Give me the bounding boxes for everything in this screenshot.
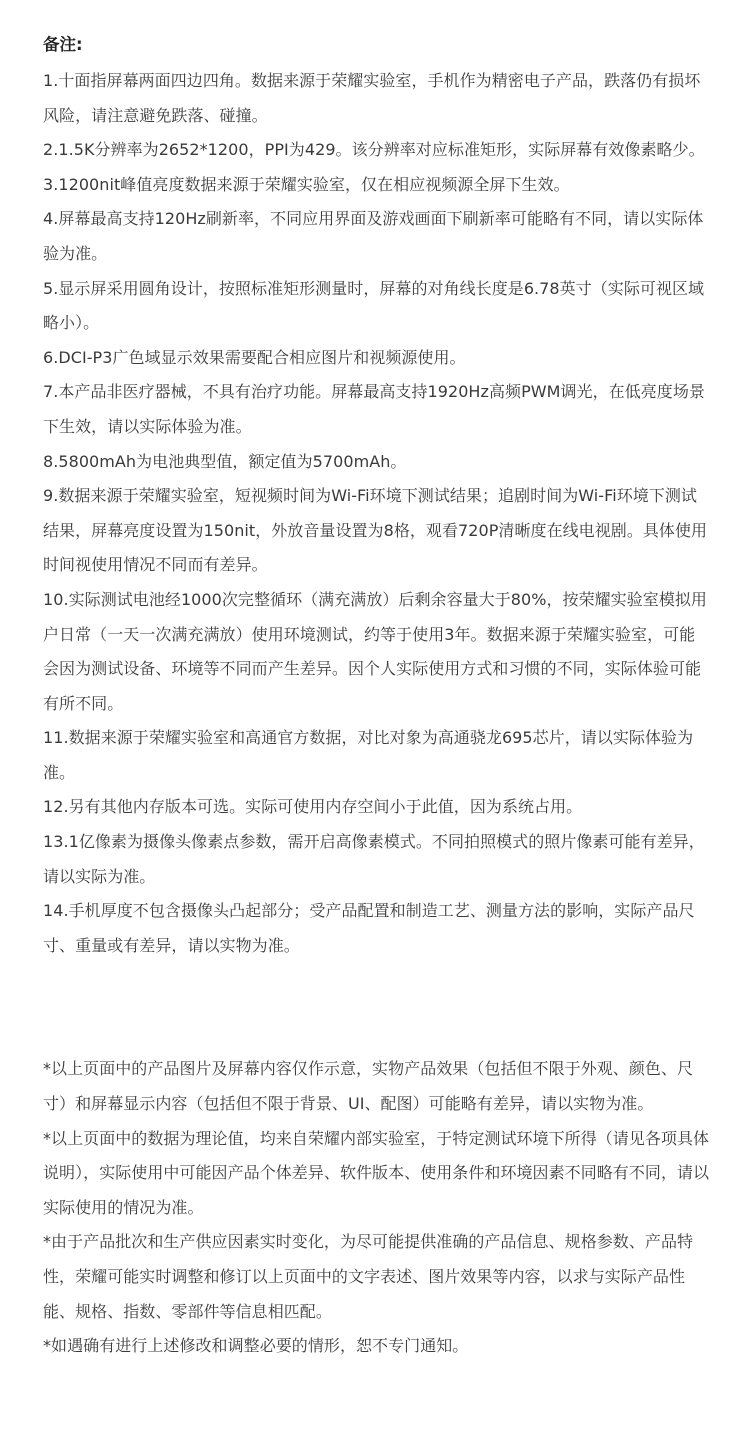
- note-item: 14.手机厚度不包含摄像头凸起部分；受产品配置和制造工艺、测量方法的影响，实际产品尺寸、重量或有差异，请以实物为准。: [43, 901, 695, 955]
- note-item: 9.数据来源于荣耀实验室，短视频时间为Wi-Fi环境下测试结果；追剧时间为Wi-Fi环境下测试结果，屏幕亮度设置为150nit，外放音量设置为8格，观看720P清晰度在线电视剧。具体使用时间视使用情况不同而有差异。: [43, 486, 708, 575]
- note-item: 13.1亿像素为摄像头像素点参数，需开启高像素模式。不同拍照模式的照片像素可能有差异，请以实际为准。: [43, 832, 705, 886]
- note-item: 10.实际测试电池经1000次完整循环（满充满放）后剩余容量大于80%，按荣耀实验室模拟用户日常（一天一次满充满放）使用环境测试，约等于使用3年。数据来源于荣耀实验室，可能会因为测试设备、环境等不同而产生差异。因个人实际使用方式和习惯的不同，实际体验可能有所不同。: [43, 589, 707, 713]
- note-item: 11.数据来源于荣耀实验室和高通官方数据，对比对象为高通骁龙695芯片，请以实际体验为准。: [43, 728, 694, 782]
- notes-list: [43, 64, 711, 963]
- notes-title: 备注:: [43, 35, 83, 54]
- note-item: 12.另有其他内存版本可选。实际可使用内存空间小于此值，因为系统占用。: [43, 797, 583, 817]
- disclaimer-item: *如遇确有进行上述修改和调整必要的情形，恕不专门通知。: [43, 1336, 469, 1356]
- note-item: 1.十面指屏幕两面四边四角。数据来源于荣耀实验室，手机作为精密电子产品，跌落仍有损坏风险，请注意避免跌落、碰撞。: [43, 71, 701, 125]
- note-item: 8.5800mAh为电池典型值，额定值为5700mAh。: [43, 451, 407, 471]
- note-item: 2.1.5K分辨率为2652*1200，PPI为429。该分辨率对应标准矩形，实际屏幕有效像素略少。: [43, 140, 705, 160]
- notes-document: [43, 30, 711, 1364]
- note-item: 6.DCI-P3广色域显示效果需要配合相应图片和视频源使用。: [43, 347, 466, 367]
- note-item: 7.本产品非医疗器械，不具有治疗功能。屏幕最高支持1920Hz高频PWM调光，在低亮度场景下生效，请以实际体验为准。: [43, 382, 705, 436]
- note-item: 3.1200nit峰值亮度数据来源于荣耀实验室，仅在相应视频源全屏下生效。: [43, 174, 570, 194]
- note-item: 4.屏幕最高支持120Hz刷新率，不同应用界面及游戏画面下刷新率可能略有不同，请以实际体验为准。: [43, 209, 704, 263]
- disclaimer-item: *以上页面中的产品图片及屏幕内容仅作示意，实物产品效果（包括但不限于外观、颜色、尺寸）和屏幕显示内容（包括但不限于背景、UI、配图）可能略有差异，请以实物为准。: [43, 1059, 694, 1114]
- note-item: 5.显示屏采用圆角设计，按照标准矩形测量时，屏幕的对角线长度是6.78英寸（实际可视区域略小）。: [43, 278, 705, 333]
- disclaimer-item: *以上页面中的数据为理论值，均来自荣耀内部实验室，于特定测试环境下所得（请见各项具体说明），实际使用中可能因产品个体差异、软件版本、使用条件和环境因素不同略有不同，请以实际使用的情况为准。: [43, 1128, 710, 1217]
- disclaimer-list: [43, 1052, 711, 1363]
- disclaimer-item: *由于产品批次和生产供应因素实时变化，为尽可能提供准确的产品信息、规格参数、产品特性，荣耀可能实时调整和修订以上页面中的文字表述、图片效果等内容，以求与实际产品性能、规格、指数、零部件等信息相匹配。: [43, 1232, 694, 1321]
